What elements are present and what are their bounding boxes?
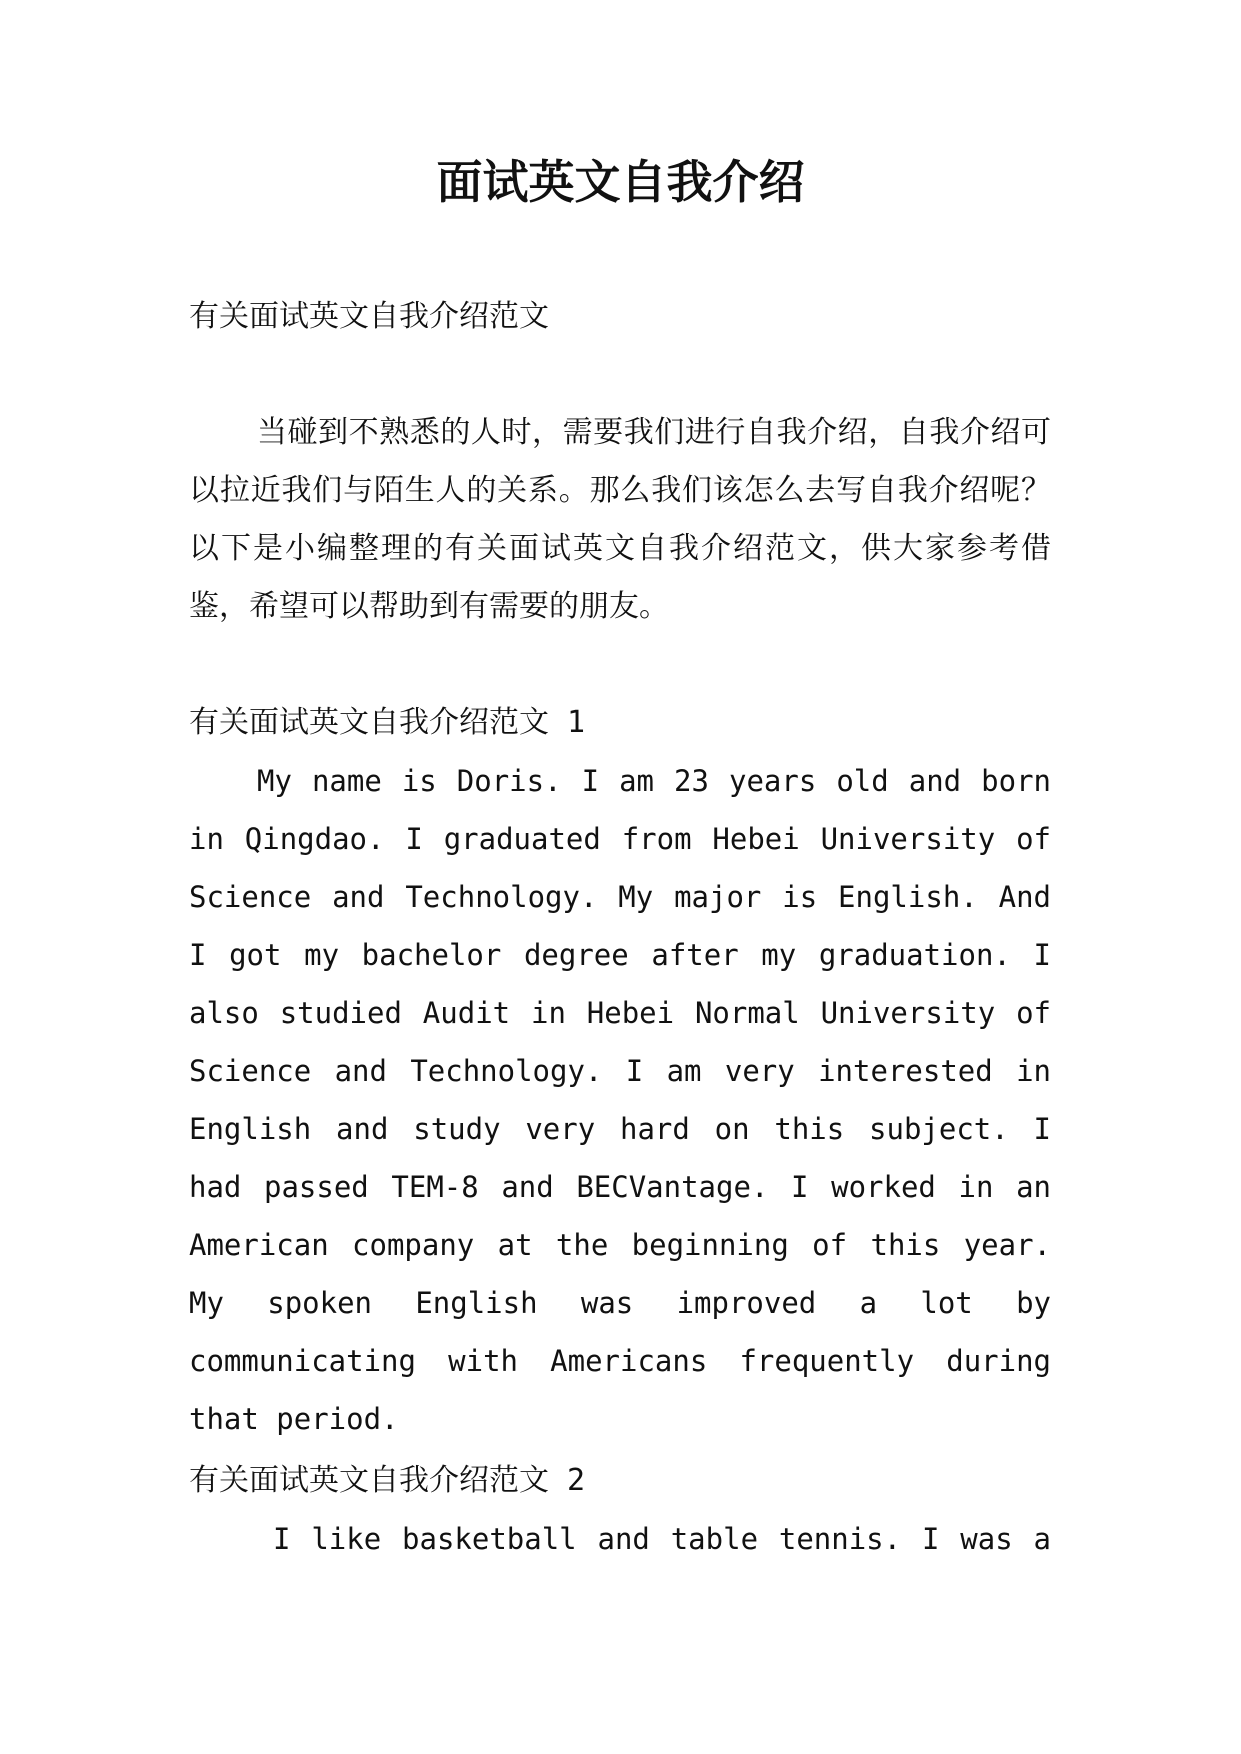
intro-paragraph: 当碰到不熟悉的人时，需要我们进行自我介绍，自我介绍可以拉近我们与陌生人的关系。那么我们该怎么去写自我介绍呢？以下是小编整理的有关面试英文自我介绍范文，供大家参考借鉴，希望可以帮助到有需要的朋友。 — [189, 415, 1051, 624]
document-title: 面试英文自我介绍 — [436, 155, 805, 209]
section-heading-1: 有关面试英文自我介绍范文 1 — [189, 705, 586, 740]
section-heading-2: 有关面试英文自我介绍范文 2 — [189, 1463, 586, 1498]
section-body-2: I like basketball and table tennis. I was a — [273, 1522, 1051, 1556]
section-body-1: My name is Doris. I am 23 years old and born in Qingdao. I graduated from Hebei University of Science and Technology. My major is English. And I got my bachelor degree after my graduation. I also studied Audit in Hebei Normal University of Science and Technology. I am very interested in English and study very hard on this subject. I had passed TEM-8 and BECVantage. I worked in an American company at the beginning of this year. My spoken English was improved a lot by communicating with Americans frequently during that period. — [189, 764, 1051, 1436]
document-subtitle: 有关面试英文自我介绍范文 — [189, 299, 549, 334]
